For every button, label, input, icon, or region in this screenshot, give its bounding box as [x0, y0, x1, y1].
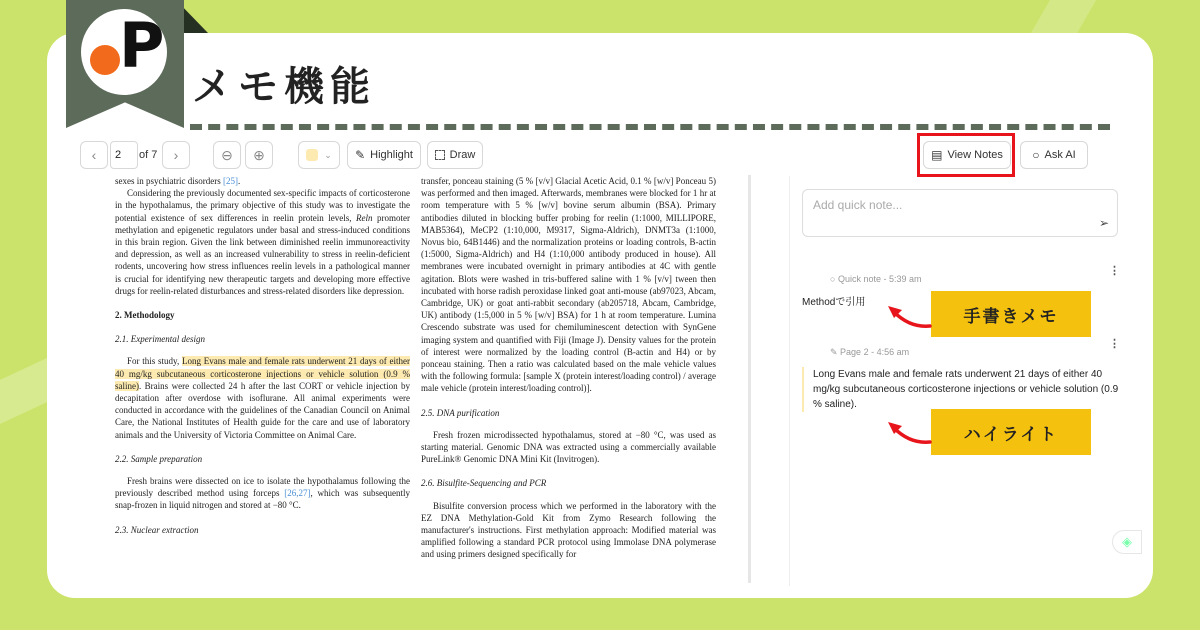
note-text: Methodで引用: [802, 297, 866, 308]
quick-note-placeholder: Add quick note...: [813, 198, 903, 212]
chevron-left-icon: ‹: [91, 147, 97, 163]
paragraph: Fresh brains were dissected on ice to isolate the hypothalamus following the previously described method using forceps [26,27], which was subsequently snap-frozen in liquid nitrogen and stored at −80 °C.: [115, 476, 410, 511]
chevron-right-icon: ›: [173, 147, 179, 163]
prev-page-button[interactable]: [80, 141, 108, 169]
logo-letter: P: [119, 9, 165, 82]
page-number-input[interactable]: 2: [110, 141, 138, 169]
chat-bubble-icon: ○: [830, 274, 838, 284]
note-menu-icon[interactable]: ⋮: [1109, 265, 1120, 277]
paragraph: Fresh frozen microdissected hypothalamus, stored at −80 °C, was used as starting material. Genomic DNA was extracted using a commercially available PureLink® Genomic DNA Mini Kit (Invitrogen).: [421, 429, 716, 465]
citation-link[interactable]: [25]: [222, 176, 238, 186]
paragraph: Considering the previously documented sex-specific impacts of corticosterone in the hypothalamus, the primary objective of this study was to investigate the potential existence of sex differences in reelin protein levels, Reln promoter methylation and epigenetic regulators under basal and stress-induced conditions in this brain region. Given the link between diminished reelin immunoreactivity and depression, as well as an increased vulnerability to stress in reelin-deficient rodents, uncovering how stress influences reelin levels in a pathological manner is crucial for identifying new therapeutic targets and developing more effective drugs for reelin-related disturbances and stress-related disorders like depression.: [115, 188, 410, 296]
paragraph: Bisulfite conversion process which we performed in the laboratory with the EZ DNA Methylation-Gold Kit from Zymo Research following the manufacturer's instructions. First methylation approach: Modified material was amplified following a standard PCR protocol using Immolase DNA polymerase and using primers designed specifically for: [421, 500, 716, 560]
pen-icon: ✎: [355, 148, 366, 162]
brand-logo: [81, 9, 167, 95]
subsection-heading: 2.6. Bisulfite-Sequencing and PCR: [421, 478, 547, 489]
next-page-button[interactable]: [162, 141, 190, 169]
section-heading: 2. Methodology: [115, 310, 175, 321]
dashed-divider: [190, 124, 1110, 130]
doc-column-right: [421, 175, 716, 561]
citation-link[interactable]: [26,27]: [284, 488, 311, 499]
doc-column-left: [115, 175, 410, 546]
zoom-out-button[interactable]: [213, 141, 241, 169]
page-total-label: of 7: [139, 149, 158, 161]
arrow-icon: [884, 418, 934, 448]
draw-button[interactable]: [427, 141, 483, 169]
arrow-icon: [884, 302, 934, 332]
page-edge: [748, 175, 751, 583]
zoom-out-icon: ⊖: [221, 146, 233, 163]
view-notes-label: View Notes: [947, 149, 1003, 161]
pdf-page: [108, 175, 748, 583]
subsection-heading: 2.1. Experimental design: [115, 334, 205, 345]
ask-ai-label: Ask AI: [1044, 149, 1076, 161]
layers-icon[interactable]: ◈: [1112, 530, 1142, 554]
paragraph: transfer, ponceau staining (5 % [v/v] Glacial Acetic Acid, 0.1 % [w/v] Ponceau 5) was performed and then imaged. Afterwards, membranes were blocked for 1 hr at room temperature with 5 % [w/v] bovine serum albumin (BSA). Primary antibodies diluted in blocking buffer probing for reelin (1:1000, MILLIPORE, MAB5364), MeCP2 (1:10,000, M9317, Sigma-Aldrich), DNMT3a (1:1000, Novus bio, 64B1446) and the normalization proteins or loading controls, B-actin (1:5000, Sigma-Aldrich) and H4 (1:10,000 antibody produced in house). All membranes were incubated overnight in primary antibodies at 4C with gentle agitation. Blots were washed in tris-buffered saline with 1 % [v/v] tween then incubated with horse radish peroxidase linked goat anti-mouse (ab97023, Abcam, Cambridge, UK) or goat anti-rabbit secondary (ab205718, Abcam, Cambridge, UK) antibody (1:5,000 in 5 % [w/v] BSA) for 1 h at room temperature. Lumina Crescendo substrate was used for chemiluminescent detection with SynGene imaging system and quantified with Fiji (Image J). Density values for the protein of interest were normalized by the loading control (B-actin and H4) or by ponceau staining. Then a ratio was calculated based on the male vehicle values with the following formula: [sample X (protein interest/loading control) / average male vehicle (protein interest/loading control)].: [421, 176, 716, 394]
highlighted-text[interactable]: Long Evans male and female rats underwent 21 days of either 40 mg/kg subcutaneous corticosterone injections or vehicle solution (0.9 % saline): [115, 356, 410, 391]
select-area-icon: [435, 150, 445, 160]
draw-label: Draw: [449, 149, 476, 161]
paragraph: For this study, Long Evans male and female rats underwent 21 days of either 40 mg/kg subcutaneous corticosterone injections or vehicle solution (0.9 % saline). Brains were collected 24 h after the last CORT or vehicle injection by decapitation after overdose with isoflurane. All animal experiments were conducted in accordance with the guidelines of the Canadian Council on Animal Care, the National Institutes of Health guide for the care and use of laboratory animals and the University of Victoria Committee on Animal Care.: [115, 356, 410, 440]
zoom-in-button[interactable]: [245, 141, 273, 169]
callout-highlight: ハイライト: [931, 409, 1091, 455]
note-meta: ✎ Page 2 - 4:56 am: [830, 347, 910, 357]
pen-icon: ✎: [830, 347, 841, 357]
view-notes-callout-box: [917, 133, 1015, 177]
color-swatch: [306, 149, 318, 161]
subsection-heading: 2.3. Nuclear extraction: [115, 524, 199, 535]
logo-dot: [90, 45, 120, 75]
callout-handwritten-memo: 手書きメモ: [931, 291, 1091, 337]
paragraph: sexes in psychiatric disorders [25].: [115, 176, 241, 186]
notes-icon: ▤: [931, 148, 943, 162]
send-icon[interactable]: ➢: [1098, 216, 1109, 230]
subsection-heading: 2.5. DNA purification: [421, 407, 500, 418]
highlight-color-picker[interactable]: [298, 141, 340, 169]
highlight-label: Highlight: [370, 149, 413, 161]
quick-note-input[interactable]: [802, 189, 1118, 237]
zoom-in-icon: ⊕: [253, 146, 265, 163]
page-title: メモ機能: [192, 64, 376, 110]
chevron-down-icon: ⌄: [324, 149, 332, 160]
chat-bubble-icon: ○: [1032, 148, 1040, 162]
highlight-quote: Long Evans male and female rats underwent 21 days of either 40 mg/kg subcutaneous corticosterone injections or vehicle solution (0.9 % saline).: [802, 367, 1122, 412]
note-menu-icon[interactable]: ⋮: [1109, 338, 1120, 350]
ask-ai-button[interactable]: [1020, 141, 1088, 169]
subsection-heading: 2.2. Sample preparation: [115, 453, 203, 464]
note-meta: ○ Quick note - 5:39 am: [830, 274, 922, 284]
highlight-button[interactable]: [347, 141, 421, 169]
